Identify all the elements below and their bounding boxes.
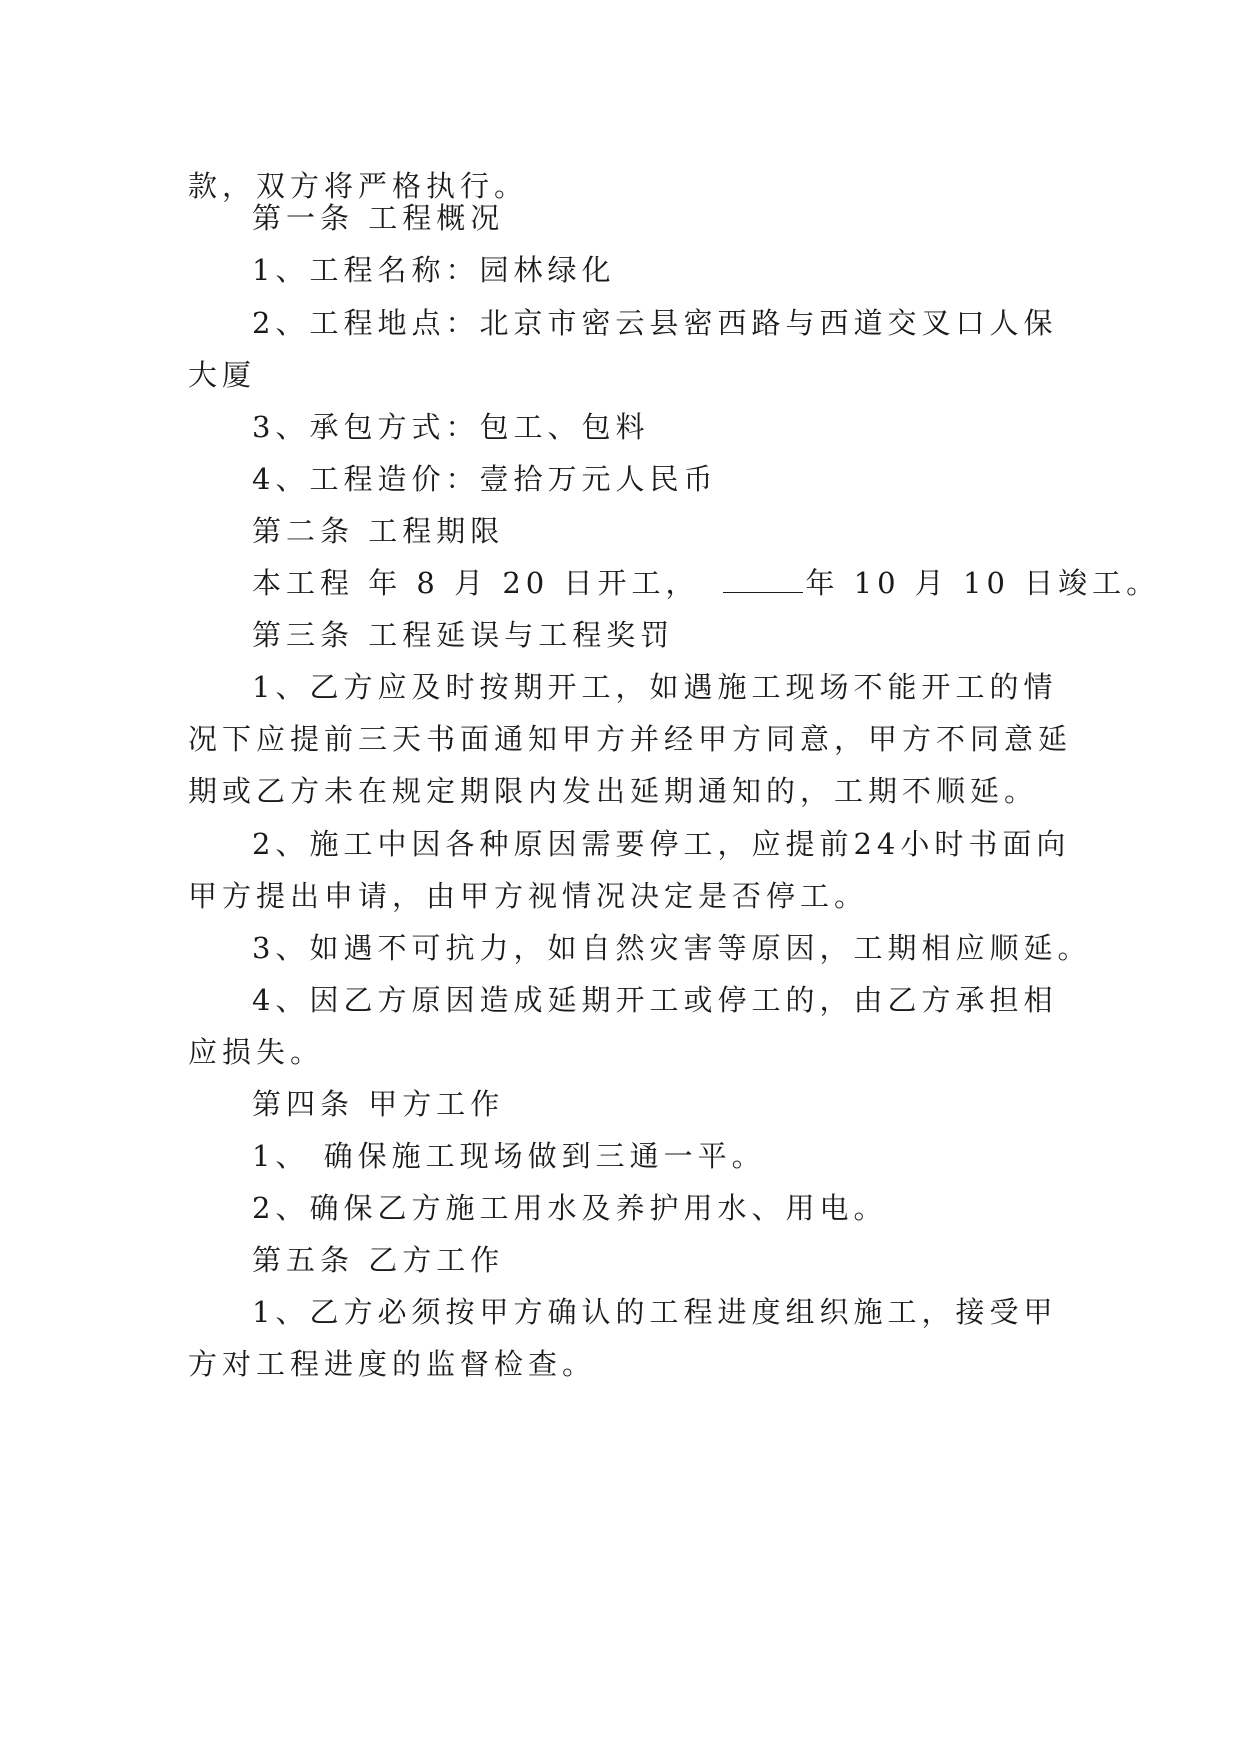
- paragraph-line: 1、乙方应及时按期开工，如遇施工现场不能开工的情: [252, 670, 1058, 704]
- paragraph-line: 1、工程名称：园林绿化: [252, 253, 616, 287]
- paragraph-line: 2、确保乙方施工用水及养护用水、用电。: [252, 1191, 888, 1225]
- paragraph-line: 4、因乙方原因造成延期开工或停工的，由乙方承担相: [252, 983, 1058, 1017]
- paragraph-line: 况下应提前三天书面通知甲方并经甲方同意，甲方不同意延: [188, 722, 1073, 756]
- paragraph-line: 3、如遇不可抗力，如自然灾害等原因，工期相应顺延。: [252, 931, 1092, 965]
- article-heading: 第一条 工程概况: [252, 201, 505, 235]
- paragraph-line: 应损失。: [188, 1035, 325, 1069]
- schedule-end: 年 10 月 10 日竣工。: [805, 566, 1161, 600]
- paragraph-line: 方对工程进度的监督检查。: [188, 1347, 597, 1381]
- paragraph-line: 2、工程地点：北京市密云县密西路与西道交叉口人保: [252, 306, 1058, 340]
- paragraph-line: 1、乙方必须按甲方确认的工程进度组织施工，接受甲: [252, 1295, 1058, 1329]
- paragraph-line: 4、工程造价：壹拾万元人民币: [252, 462, 718, 496]
- article-heading: 第二条 工程期限: [252, 514, 505, 548]
- paragraph-line: 3、承包方式：包工、包料: [252, 410, 650, 444]
- paragraph-line: 2、施工中因各种原因需要停工，应提前24小时书面向: [252, 827, 1071, 861]
- schedule-line: [252, 563, 1160, 603]
- paragraph-line: 款，双方将严格执行。: [188, 169, 529, 203]
- paragraph-line: 甲方提出申请，由甲方视情况决定是否停工。: [188, 879, 869, 913]
- article-heading: 第三条 工程延误与工程奖罚: [252, 618, 675, 652]
- paragraph-line: 1、 确保施工现场做到三通一平。: [252, 1139, 766, 1173]
- article-heading: 第四条 甲方工作: [252, 1087, 505, 1121]
- paragraph-line: 大厦: [188, 358, 257, 392]
- schedule-start: 本工程 年 8 月 20 日开工，: [252, 566, 700, 600]
- paragraph-line: 期或乙方未在规定期限内发出延期通知的，工期不顺延。: [188, 774, 1039, 808]
- year-blank: [723, 566, 803, 593]
- article-heading: 第五条 乙方工作: [252, 1243, 505, 1277]
